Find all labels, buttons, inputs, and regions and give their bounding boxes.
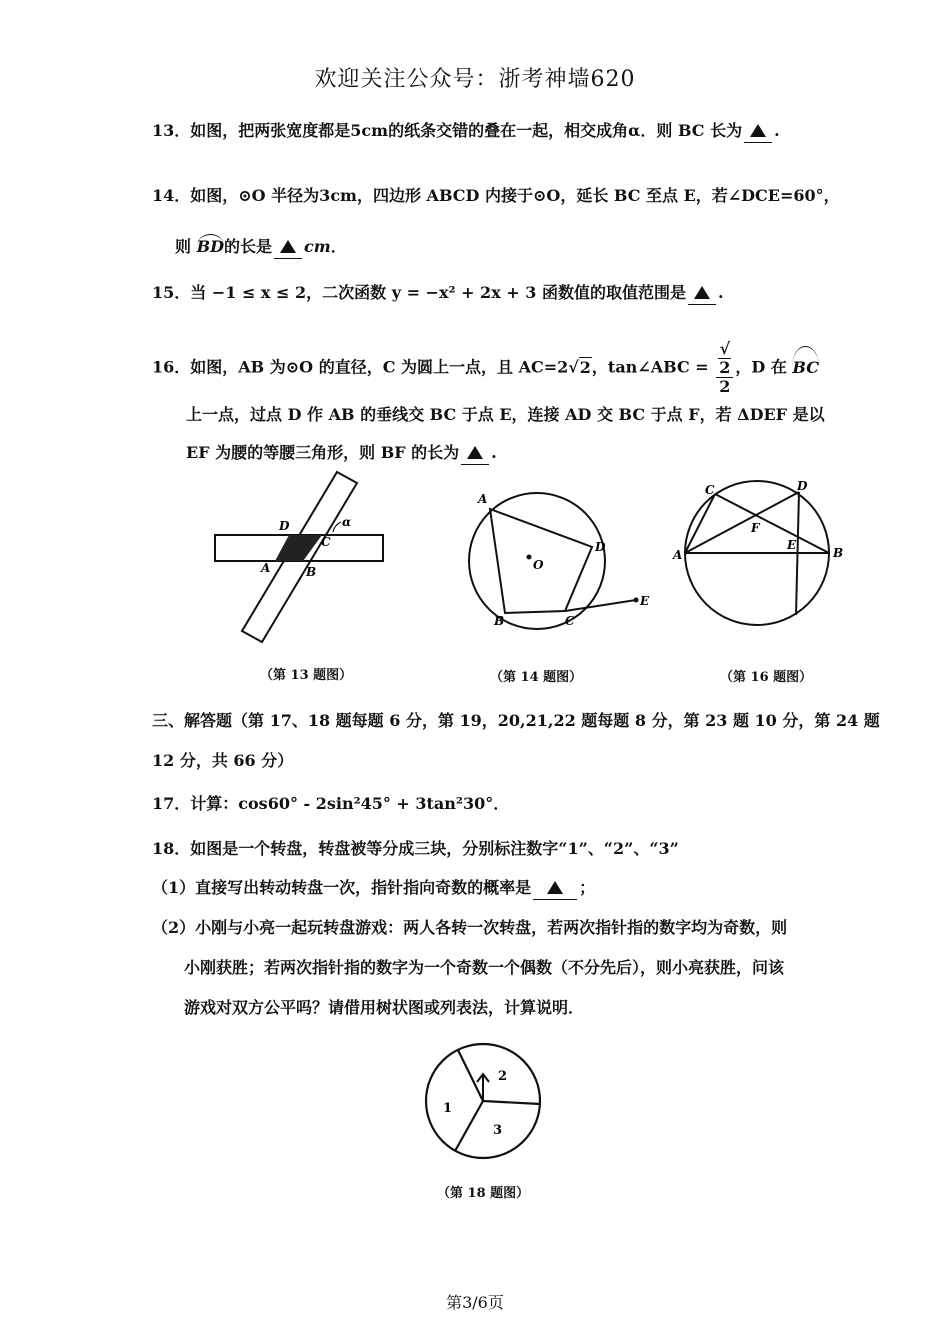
arc-bc: BC [792,346,819,388]
label-f: F [751,521,760,535]
answer-blank [744,120,772,143]
sector-label-2: 2 [498,1069,508,1084]
figure-18-spinner [420,1038,550,1168]
sector-label-1: 1 [443,1101,453,1116]
center-dot [527,555,532,560]
label-alpha: α [342,515,352,529]
label-e: E [787,538,797,552]
line-ce [565,600,636,611]
caption-fig16: （第 16 题图） [720,670,813,685]
question-16-line1: 16．如图，AB 为⊙O 的直径，C 为圆上一点，且 AC=2√2，tan∠ABC = √ 2 2 ，D 在 BC [152,339,819,396]
question-17: 17．计算：cos60° - 2sin²45° + 3tan²30°． [152,794,510,813]
label-b: B [833,546,844,560]
chord-ad [685,492,799,553]
question-16-line3: EF 为腰的等腰三角形，则 BF 的长为 . [186,442,497,465]
triangle-icon [547,881,563,894]
figure-16 [665,475,855,650]
triangle-icon [694,286,710,299]
section-3-heading-line2: 12 分，共 66 分） [152,751,294,770]
figure-14 [460,475,660,650]
sector-label-3: 3 [493,1123,503,1138]
label-a: A [261,561,271,575]
divider-line [458,1050,483,1101]
angle-arc [333,522,341,532]
page-header: 欢迎关注公众号：浙考神墙620 [314,67,636,92]
answer-blank [533,877,577,900]
triangle-icon [467,446,483,459]
question-18-part2-line2: 小刚获胜；若两次指针指的数字为一个奇数一个偶数（不分先后），则小亮获胜，问该 [184,958,785,977]
label-o: O [533,558,544,572]
question-16-line2: 上一点，过点 D 作 AB 的垂线交 BC 于点 E，连接 AD 交 BC 于点 F，若 ΔDEF 是以 [186,405,825,424]
question-18-part2-line3: 游戏对双方公平吗？请借用树状图或列表法，计算说明． [184,998,585,1017]
figure-13 [205,470,395,655]
fraction: √ 2 2 [716,340,733,396]
label-b: B [494,614,505,628]
label-c: C [321,535,331,549]
label-e: E [640,594,650,608]
question-18-part2-line1: （2）小刚与小亮一起玩转盘游戏：两人各转一次转盘，若两次指针指的数字均为奇数，则 [152,918,788,937]
chord-cb [715,494,829,553]
divider-line [455,1101,483,1151]
triangle-icon [280,240,296,253]
label-a: A [478,492,488,506]
page-footer: 第3/6页 [446,1293,504,1312]
q13-text: 13．如图，把两张宽度都是5cm的纸条交错的叠在一起，相交成角α．则 BC 长为 [152,121,743,140]
sqrt-symbol: √ [568,357,579,377]
answer-blank [461,442,489,465]
label-a: A [673,548,683,562]
caption-fig18: （第 18 题图） [437,1186,530,1201]
label-c: C [705,483,715,497]
caption-fig14: （第 14 题图） [490,670,583,685]
label-c: C [565,614,575,628]
label-b: B [306,565,317,579]
question-18-part1: （1）直接写出转动转盘一次，指针指向奇数的概率是 ； [152,877,595,900]
arc-bd: BD [197,234,224,258]
overlap-region [275,535,322,561]
section-3-heading-line1: 三、解答题（第 17、18 题每题 6 分，第 19，20,21,22 题每题 8 分，第 23 题 10 分，第 24 题 [152,711,880,730]
question-13: 13．如图，把两张宽度都是5cm的纸条交错的叠在一起，相交成角α．则 BC 长为 . [152,120,780,143]
divider-line [483,1101,540,1104]
question-14-line1: 14．如图，⊙O 半径为3cm，四边形 ABCD 内接于⊙O，延长 BC 至点 E，若∠DCE=60°， [152,186,840,205]
answer-blank [688,282,716,305]
question-14-line2: 则 BD的长是 cm． [175,234,347,259]
label-d: D [279,519,290,533]
question-15: 15．当 −1 ≤ x ≤ 2，二次函数 y = −x² + 2x + 3 函数值的取值范围是 . [152,282,724,305]
caption-fig13: （第 13 题图） [260,668,353,683]
answer-blank [274,236,302,259]
question-18-stem: 18．如图是一个转盘，转盘被等分成三块，分别标注数字“1”、“2”、“3” [152,839,679,858]
label-d: D [595,540,606,554]
label-d: D [797,479,808,493]
triangle-icon [750,124,766,137]
